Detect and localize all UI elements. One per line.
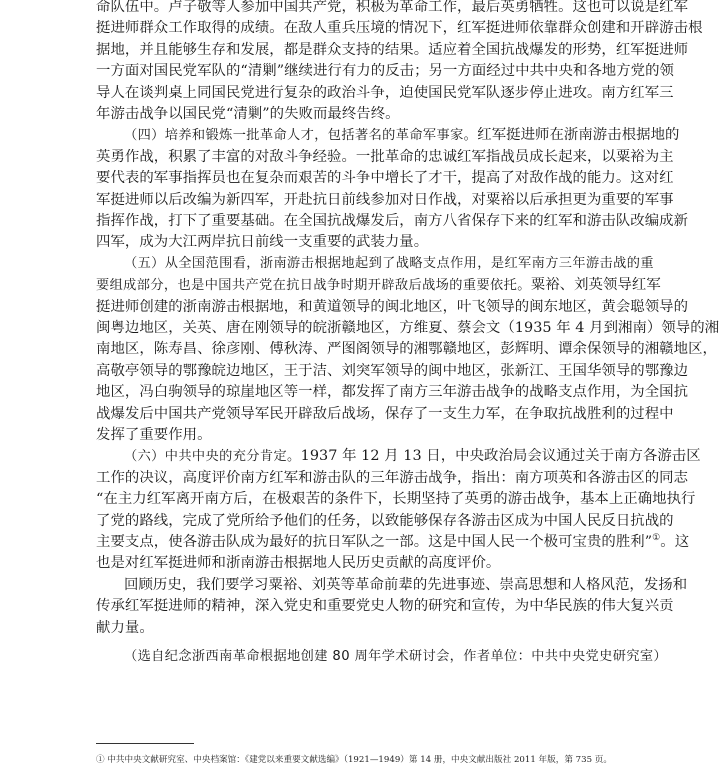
text-span: 粟裕、刘英领导红军 [530, 277, 661, 294]
section-heading: （六）中共中央的充分肯定。 [124, 449, 301, 465]
text-line: 献力量。 [96, 619, 154, 636]
text-line: 命队伍中。卢子敬等人参加中国共产党，积极为革命工作，最后英勇牺牲。这也可以说是红军 [96, 0, 689, 15]
text-span: 。这 [660, 534, 690, 550]
text-line: 战爆发后中国共产党领导军民开辟敌后战场，保存了一支生力军，在争取抗战胜利的过程中 [96, 405, 674, 422]
text-line: 传承红军挺进师的精神，深入党史和重要党史人物的研究和宣传，为中华民族的伟大复兴贡 [96, 598, 674, 615]
text-line: 据地，并且能够生存和发展，都是群众支持的结果。适应着全国抗战爆发的形势，红军挺进师 [96, 41, 689, 58]
text-line: 导人在谈判桌上同国民党进行复杂的政治斗争，迫使国民党军队逐步停止进攻。南方红军三 [96, 84, 674, 101]
text-line [124, 445, 701, 467]
text-line: 四军，成为大江两岸抗日前线一支重要的武装力量。 [96, 234, 429, 251]
text-line: 了党的路线，完成了党所给予他们的任务，以致能够保存各游击区成为中国人民反日抗战的 [96, 512, 674, 529]
text-line: 工作的决议，高度评价南方红军和游击队的三年游击战争，指出：南方项英和各游击区的同志 [96, 469, 689, 486]
text-line: 高敬亭领导的鄂豫皖边地区，王于洁、刘突军领导的闽中地区，张新江、王国华领导的鄂豫边 [96, 362, 689, 379]
footnote-ref[interactable]: ① [652, 533, 661, 544]
text-line [96, 531, 690, 553]
text-line [96, 274, 661, 296]
text-line: 地区，冯白驹领导的琼崖地区等一样，都发挥了南方三年游击战争的战略支点作用，为全国抗 [96, 384, 689, 401]
section-heading: （五）从全国范围看，浙南游击根据地起到了战略支点作用，是红军南方三年游击战的重 [124, 255, 654, 271]
text-span: 主要支点，使各游击队成为最好的抗日军队之一部。这是中国人民一个极可宝贵的胜利” [96, 534, 653, 550]
text-line: 南地区，陈寿昌、徐彦刚、傅秋涛、严图阁领导的湘鄂赣地区，彭辉明、谭余保领导的湘赣地区， [96, 341, 717, 358]
section-heading-cont: 要组成部分，也是中国共产党在抗日战争时期开辟敌后战场的重要依托。 [96, 278, 531, 294]
text-line: 年游击战争以国民党“清剿”的失败而最终告终。 [96, 106, 400, 122]
text-line: 英勇作战，积累了丰富的对敌斗争经验。一批革命的忠诚红军指战员成长起来，以粟裕为主 [96, 148, 674, 165]
text-line [124, 124, 680, 146]
text-line: 挺进师群众工作取得的成绩。在敌人重兵压境的情况下，红军挺进师依靠群众创建和开辟游击根 [96, 20, 703, 37]
text-span: 1937 年 12 月 13 日，中央政治局会议通过关于南方各游击区 [300, 448, 701, 465]
source-note: （选自纪念浙西南革命根据地创建 80 周年学术研讨会，作者单位：中共中央党史研究室） [124, 649, 668, 664]
text-line: 军挺进师以后改编为新四军，开赴抗日前线参加对日作战，对粟裕以后承担更为重要的军事 [96, 191, 674, 208]
footnote: ① 中共中央文献研究室、中央档案馆：《建党以来重要文献选编》（1921—1949）第 14 册，中央文献出版社 2011 年版，第 735 页。 [96, 755, 612, 765]
text-span: 红军挺进师在浙南游击根据地的 [477, 127, 680, 144]
text-line: 发挥了重要作用。 [96, 427, 212, 443]
text-line: 也是对红军挺进师和浙南游击根据地人民历史贡献的高度评价。 [96, 555, 501, 572]
text-line: 挺进师创建的浙南游击根据地，和黄道领导的闽北地区，叶飞领导的闽东地区，黄会聪领导的 [96, 298, 689, 315]
text-line: 回顾历史，我们要学习粟裕、刘英等革命前辈的先进事迹、崇高思想和人格风范，发扬和 [124, 576, 688, 593]
text-line: 一方面对国民党军队的“清剿”继续进行有力的反击；另一方面经过中共中央和各地方党的领 [96, 63, 675, 80]
section-heading: （四）培养和锻炼一批革命人才，包括著名的革命军事家。 [124, 128, 478, 144]
text-line: 闽粤边地区，关英、唐在刚领导的皖浙赣地区，方维夏、蔡会文（1935 年 4 月到湘南）领导的湘 [96, 320, 719, 336]
text-line: 要代表的军事指挥员也在复杂而艰苦的斗争中增长了才干，提高了对敌作战的能力。这对红 [96, 170, 674, 187]
text-line: 指挥作战，打下了重要基础。在全国抗战爆发后，南方八省保存下来的红军和游击队改编成新 [96, 213, 689, 229]
text-line: “在主力红军离开南方后，在极艰苦的条件下，长期坚持了英勇的游击战争，基本上正确地执行 [96, 491, 696, 508]
footnote-divider [96, 743, 194, 744]
